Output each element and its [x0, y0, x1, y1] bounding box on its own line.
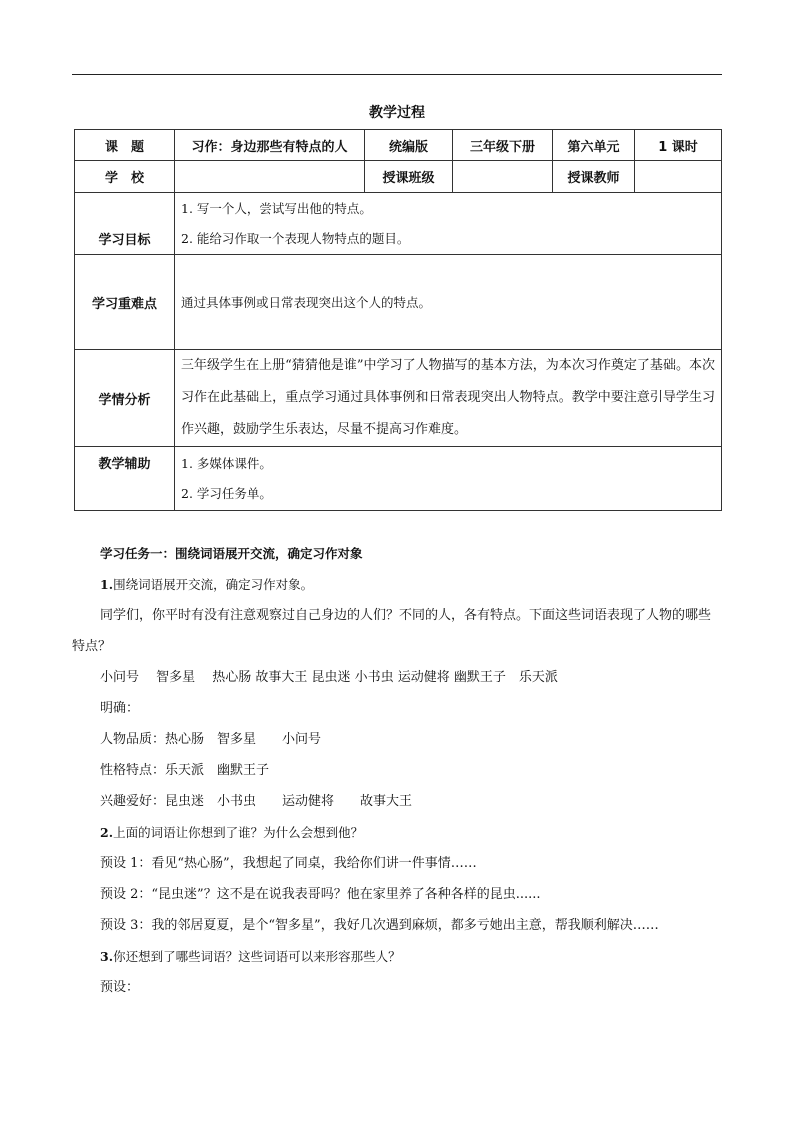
- aids-label: 教学辅助: [75, 447, 175, 511]
- document-title: 教学过程: [369, 105, 425, 121]
- unit-value: 第六单元: [553, 130, 635, 161]
- step3: [100, 941, 722, 972]
- task1-title: 学习任务一：围绕词语展开交流，确定习作对象: [100, 546, 363, 561]
- table-row: [75, 130, 722, 161]
- table-row: [75, 193, 722, 255]
- table-row: [75, 255, 722, 350]
- lesson-body: [72, 538, 722, 1003]
- preset-1: 预设 1：看见“热心肠”，我想起了同桌，我给你们讲一件事情……: [100, 856, 477, 871]
- analysis-label: 学情分析: [75, 350, 175, 447]
- edition-value: 统编版: [365, 130, 453, 161]
- goals-content: [175, 193, 722, 255]
- word-list: 小问号 智多星 热心肠 故事大王 昆虫迷 小书虫 运动健将 幽默王子 乐天派: [100, 670, 558, 685]
- clarify-label: 明确：: [100, 701, 140, 716]
- aid-item: 1. 多媒体课件。: [181, 455, 272, 471]
- school-value: [175, 161, 365, 193]
- hobby-line: 兴趣爱好：昆虫迷 小书虫 运动健将 故事大王: [100, 794, 413, 809]
- topic-value: 习作：身边那些有特点的人: [175, 130, 365, 161]
- table-row: [75, 350, 722, 447]
- goal-item: 1. 写一个人，尝试写出他的特点。: [181, 200, 372, 216]
- grade-value: 三年级下册: [453, 130, 553, 161]
- step3-number: 3.: [100, 949, 114, 964]
- focus-label: 学习重难点: [75, 255, 175, 350]
- step1-text: 围绕词语展开交流，确定习作对象。: [113, 577, 314, 592]
- topic-label: 课 题: [75, 130, 175, 161]
- focus-content: 通过具体事例或日常表现突出这个人的特点。: [175, 255, 722, 350]
- header-rule: [72, 74, 722, 75]
- preset-label: 预设：: [100, 980, 140, 995]
- step3-text: 你还想到了哪些词语？这些词语可以来形容那些人？: [113, 949, 401, 964]
- step1-number: 1.: [100, 577, 114, 592]
- goals-label: 学习目标: [75, 193, 175, 255]
- class-value: [453, 161, 553, 193]
- intro-paragraph: 同学们，你平时有没有注意观察过自己身边的人们？不同的人，各有特点。下面这些词语表现了人物的哪些特点？: [72, 608, 712, 654]
- lesson-info-table: [74, 129, 722, 511]
- preset-2: 预设 2：“昆虫迷”？这不是在说我表哥吗？他在家里养了各种各样的昆虫......: [100, 887, 541, 902]
- goal-item: 2. 能给习作取一个表现人物特点的题目。: [181, 230, 410, 246]
- aid-item: 2. 学习任务单。: [181, 485, 272, 501]
- step2-text: 上面的词语让你想到了谁？为什么会想到他？: [113, 825, 364, 840]
- analysis-content: 三年级学生在上册“猜猜他是谁”中学习了人物描写的基本方法，为本次习作奠定了基础。本次习作在此基础上，重点学习通过具体事例和日常表现突出人物特点。教学中要注意引导学生习作兴趣，鼓励学生乐表达，尽量不提高习作难度。: [175, 350, 722, 447]
- step2: [100, 817, 722, 848]
- quality-line: 人物品质：热心肠 智多星 小问号: [100, 732, 322, 747]
- table-row: [75, 161, 722, 193]
- step1: [100, 569, 722, 600]
- class-label: 授课班级: [365, 161, 453, 193]
- teacher-value: [635, 161, 722, 193]
- preset-3: 预设 3：我的邻居夏夏，是个“智多星”，我好几次遇到麻烦，都多亏她出主意，帮我顺利解决……: [100, 918, 659, 933]
- personality-line: 性格特点：乐天派 幽默王子: [100, 763, 270, 778]
- teacher-label: 授课教师: [553, 161, 635, 193]
- hours-value: 1 课时: [635, 130, 722, 161]
- aids-content: [175, 447, 722, 511]
- school-label: 学 校: [75, 161, 175, 193]
- table-row: [75, 447, 722, 511]
- step2-number: 2.: [100, 825, 114, 840]
